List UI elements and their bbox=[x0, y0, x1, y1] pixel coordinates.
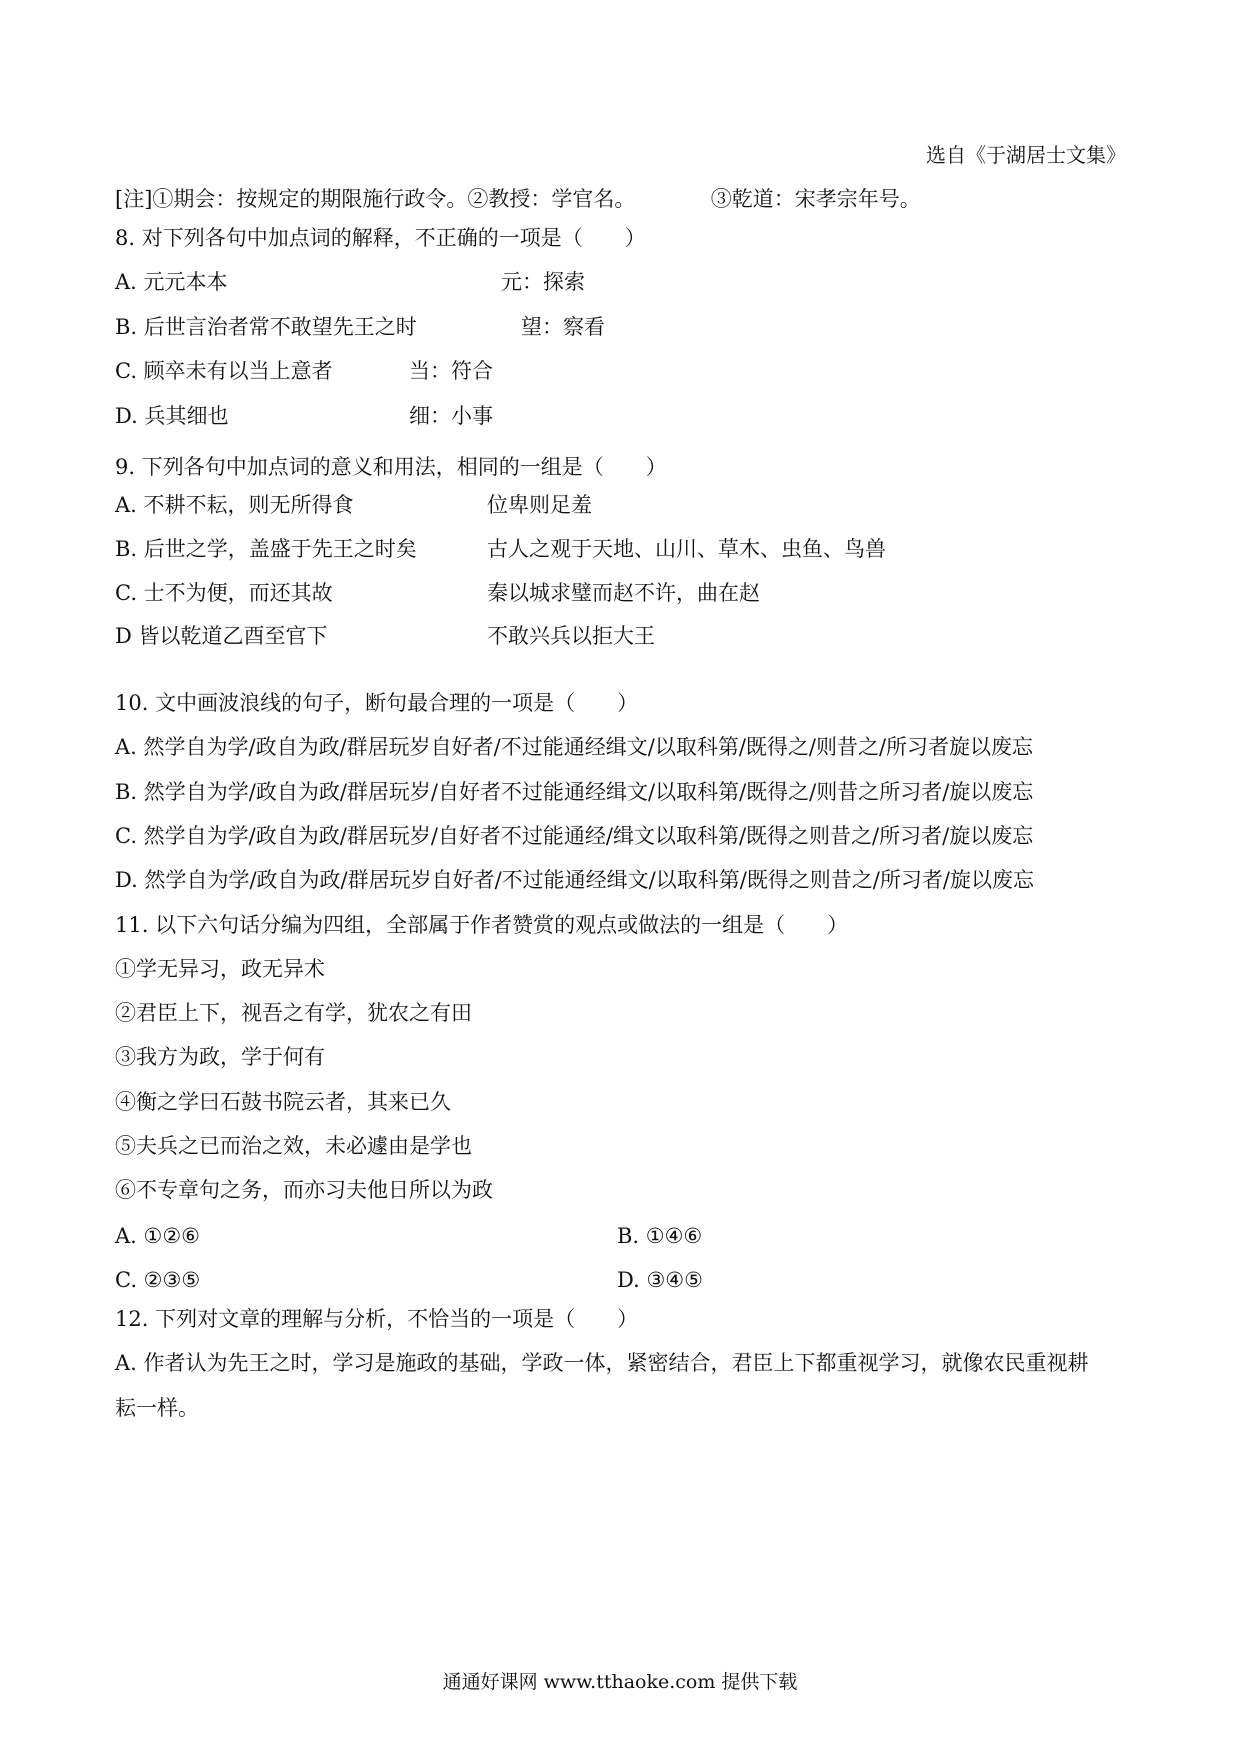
source-citation: 选自《于湖居士文集》 bbox=[926, 143, 1126, 167]
option-text: B. 后世言治者常不敢望先王之时 bbox=[115, 315, 417, 339]
q10-option-d: D. 然学自为学/政自为政/群居玩岁自好者/不过能通经缉文/以取科第/既得之则昔之/所习者/旋以废忘 bbox=[115, 868, 1034, 892]
q9-option-c bbox=[115, 578, 760, 608]
q11-choice-b: B. ①④⑥ bbox=[617, 1224, 703, 1248]
q12-stem: 12. 下列对文章的理解与分析，不恰当的一项是（ ） bbox=[115, 1307, 639, 1331]
option-left: B. 后世之学，盖盛于先王之时矣 bbox=[115, 537, 417, 561]
option-right: 古人之观于天地、山川、草木、虫鱼、鸟兽 bbox=[487, 537, 886, 561]
q8-option-b bbox=[115, 312, 605, 342]
page-footer: 通通好课网 www.tthaoke.com 提供下载 bbox=[442, 1671, 798, 1693]
q11-item: ②君臣上下，视吾之有学，犹农之有田 bbox=[115, 1001, 472, 1025]
option-left: C. 士不为便，而还其故 bbox=[115, 581, 333, 605]
q8-stem: 8. 对下列各句中加点词的解释，不正确的一项是（ ） bbox=[115, 226, 646, 250]
annotation-note-part1: [注]①期会：按规定的期限施行政令。②教授：学官名。 bbox=[115, 187, 636, 211]
annotation-note-part3: ③乾道：宋孝宗年号。 bbox=[710, 187, 921, 211]
option-left: D 皆以乾道乙酉至官下 bbox=[115, 624, 328, 648]
q10-option-a: A. 然学自为学/政自为政/群居玩岁自好者/不过能通经缉文/以取科第/既得之/则昔之/所习者旋以废忘 bbox=[115, 735, 1034, 759]
q11-item: ③我方为政，学于何有 bbox=[115, 1045, 325, 1069]
q8-option-a bbox=[115, 267, 585, 297]
option-right: 位卑则足羞 bbox=[487, 493, 592, 517]
option-text: D. 兵其细也 bbox=[115, 404, 229, 428]
q9-option-a bbox=[115, 490, 592, 520]
option-right: 秦以城求璧而赵不许，曲在赵 bbox=[487, 581, 760, 605]
q9-stem: 9. 下列各句中加点词的意义和用法，相同的一组是（ ） bbox=[115, 455, 667, 479]
option-gloss: 元：探索 bbox=[501, 270, 585, 294]
q11-item: ①学无异习，政无异术 bbox=[115, 957, 325, 981]
option-gloss: 望：察看 bbox=[521, 315, 605, 339]
option-text: A. 元元本本 bbox=[115, 270, 228, 294]
q10-option-c: C. 然学自为学/政自为政/群居玩岁/自好者不过能通经/缉文以取科第/既得之则昔之/所习者/旋以废忘 bbox=[115, 824, 1034, 848]
q8-option-c bbox=[115, 356, 493, 386]
q11-item: ⑥不专章句之务，而亦习夫他日所以为政 bbox=[115, 1178, 493, 1202]
option-right: 不敢兴兵以拒大王 bbox=[487, 624, 655, 648]
q9-option-b bbox=[115, 534, 886, 564]
q11-choice-c: C. ②③⑤ bbox=[115, 1268, 201, 1292]
q12-option-a-line1: A. 作者认为先王之时，学习是施政的基础，学政一体，紧密结合，君臣上下都重视学习，就像农民重视耕 bbox=[115, 1351, 1089, 1375]
q8-option-d bbox=[115, 401, 493, 431]
q9-option-d bbox=[115, 621, 655, 651]
option-gloss: 细：小事 bbox=[409, 404, 493, 428]
option-left: A. 不耕不耘，则无所得食 bbox=[115, 493, 354, 517]
annotation-note bbox=[115, 184, 921, 214]
q11-item: ⑤夫兵之已而治之效，未必遽由是学也 bbox=[115, 1134, 472, 1158]
q10-option-b: B. 然学自为学/政自为政/群居玩岁/自好者不过能通经缉文/以取科第/既得之/则昔之所习者/旋以废忘 bbox=[115, 780, 1034, 804]
q10-stem: 10. 文中画波浪线的句子，断句最合理的一项是（ ） bbox=[115, 691, 639, 715]
q11-choice-a: A. ①②⑥ bbox=[115, 1224, 200, 1248]
q11-choice-d: D. ③④⑤ bbox=[617, 1268, 703, 1292]
option-text: C. 顾卒未有以当上意者 bbox=[115, 359, 333, 383]
q11-stem: 11. 以下六句话分编为四组，全部属于作者赞赏的观点或做法的一组是（ ） bbox=[115, 913, 849, 937]
q12-option-a-line2: 耘一样。 bbox=[115, 1396, 199, 1420]
q11-item: ④衡之学曰石鼓书院云者，其来已久 bbox=[115, 1090, 451, 1114]
option-gloss: 当：符合 bbox=[409, 359, 493, 383]
